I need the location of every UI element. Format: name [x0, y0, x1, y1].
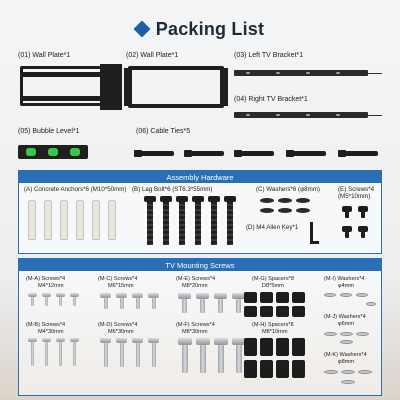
diamond-icon [133, 21, 150, 38]
right-bracket-label: (04) Right TV Bracket*1 [234, 96, 308, 103]
mk-size-label: φ8mm [338, 359, 355, 365]
mc-label: (M-C) Screws*4 [98, 276, 138, 282]
wall-plate-2-label: (02) Wall Plate*1 [126, 52, 179, 59]
mg-label: (M-G) Spacers*8 [252, 276, 294, 282]
mf-size-label: M8*30mm [182, 329, 208, 335]
mf-label: (M-F) Screws*4 [176, 322, 215, 328]
page-title: Packing List [155, 18, 265, 39]
mh-size-label: M8*10mm [262, 329, 288, 335]
mj-label: (M-J) Washers*4 [324, 314, 366, 320]
page-title-row [0, 14, 400, 44]
screws-e-size-label: (M5*10mm) [338, 193, 371, 200]
assembly-hardware-heading: Assembly Hardware [19, 171, 381, 183]
bubble-level-image [18, 145, 88, 159]
me-label: (M-E) Screws*4 [176, 276, 216, 282]
ma-label: (M-A) Screws*4 [26, 276, 66, 282]
mh-label: (M-H) Spacers*8 [252, 322, 294, 328]
md-label: (M-D) Screws*4 [98, 322, 138, 328]
washers-label: (C) Washers*6 (φ8mm) [256, 186, 320, 193]
wall-plate-1-label: (01) Wall Plate*1 [18, 52, 71, 59]
lag-bolts-label: (B) Lag Bolt*6 (ST6.3*55mm) [132, 186, 213, 193]
allen-key-label: (D) M4 Allen Key*1 [246, 224, 299, 231]
mb-label: (M-B) Screws*4 [26, 322, 66, 328]
concrete-anchors-label: (A) Concrete Anchors*6 (M10*50mm) [24, 186, 127, 193]
mi-label: (M-I) Washers*4 [324, 276, 365, 282]
screws-e-label: (E) Screws*4 [338, 186, 375, 193]
tv-mounting-screws-heading: TV Mounting Screws [19, 259, 381, 271]
bubble-level-label: (05) Bubble Level*1 [18, 128, 80, 135]
me-size-label: M8*20mm [182, 283, 208, 289]
ma-size-label: M4*12mm [38, 283, 64, 289]
mc-size-label: M6*15mm [108, 283, 134, 289]
left-bracket-label: (03) Left TV Bracket*1 [234, 52, 304, 59]
mk-label: (M-K) Washers*4 [324, 352, 367, 358]
mg-size-label: D8*5mm [262, 283, 284, 289]
md-size-label: M6*30mm [108, 329, 134, 335]
mb-size-label: M4*30mm [38, 329, 64, 335]
cable-ties-label: (06) Cable Ties*5 [136, 128, 191, 135]
mj-size-label: φ6mm [338, 321, 355, 327]
mi-size-label: φ4mm [338, 283, 355, 289]
allen-key-foot [310, 241, 319, 244]
